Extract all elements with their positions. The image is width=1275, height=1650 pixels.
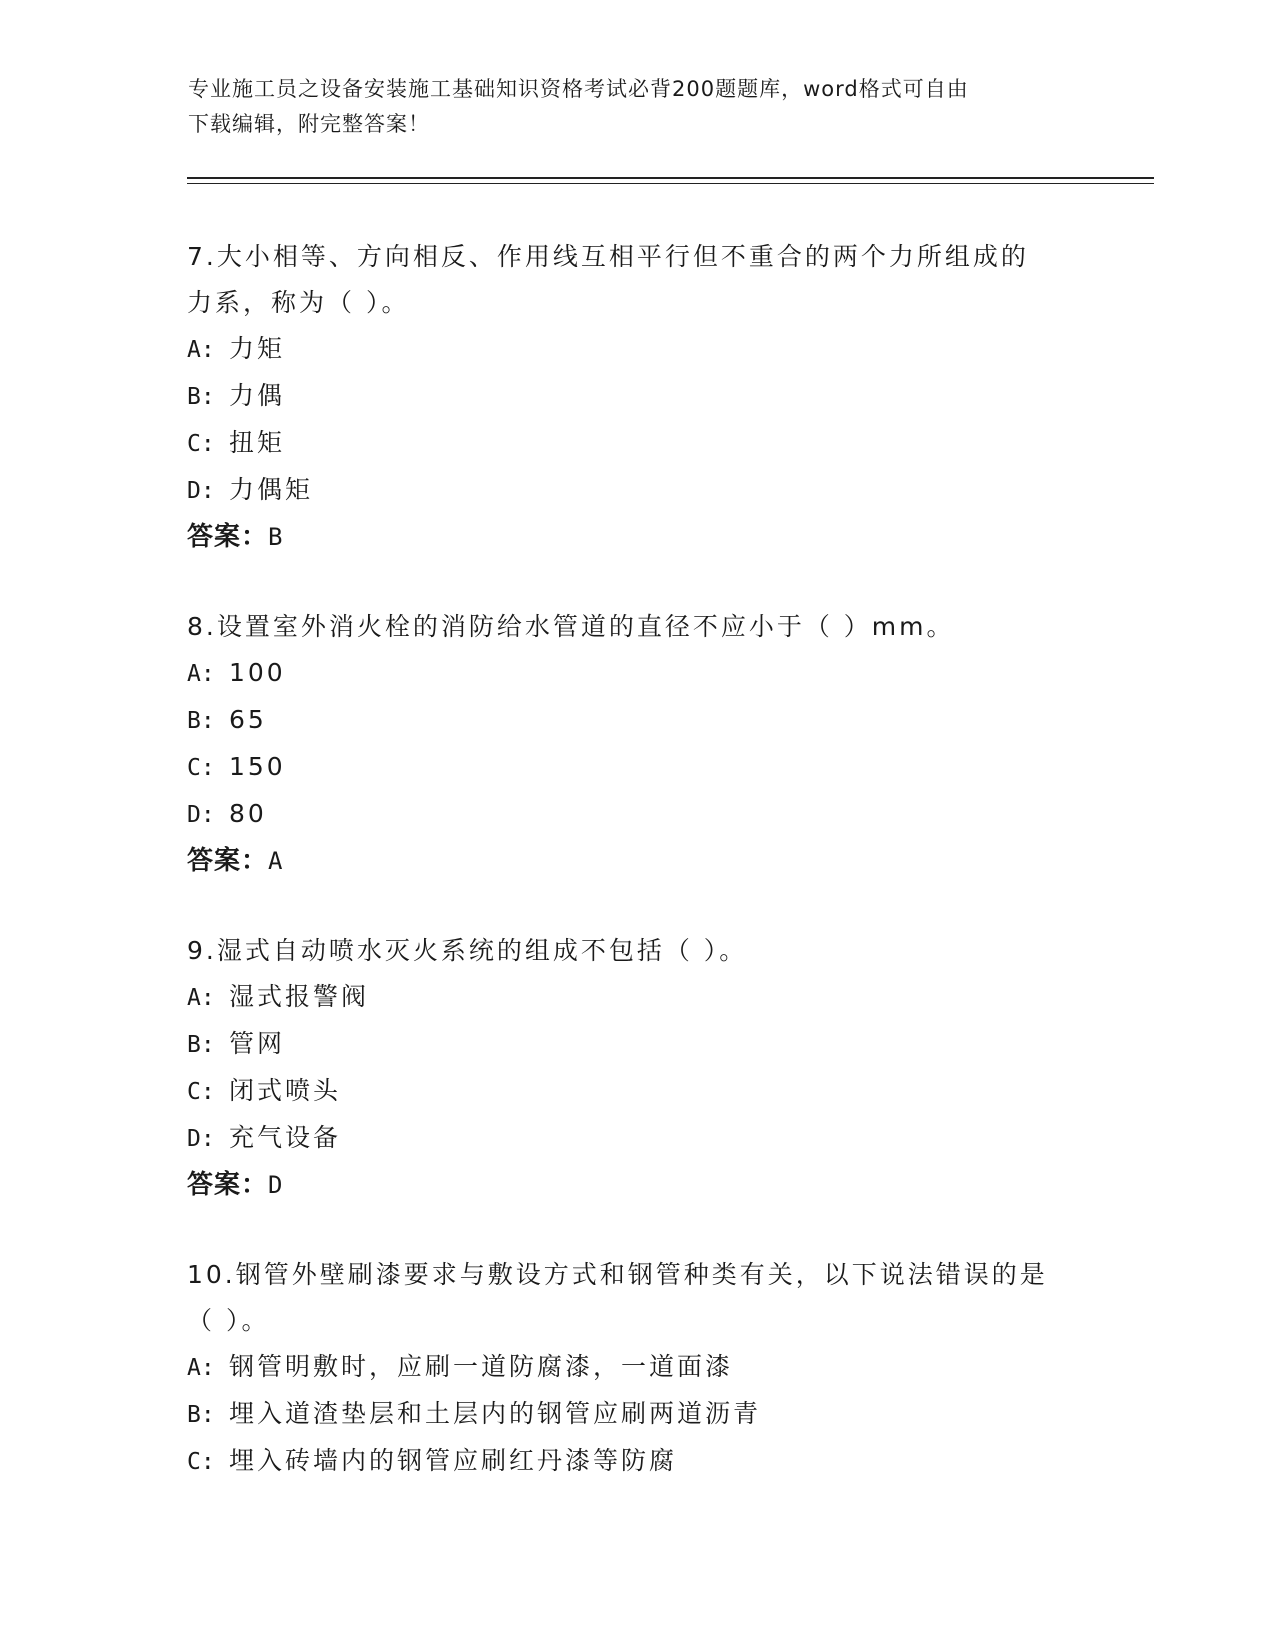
header-line-1: 专业施工员之设备安装施工基础知识资格考试必背200题题库，word格式可自由 [188, 77, 969, 101]
option-c [187, 420, 1087, 467]
option-text: 100 [229, 658, 286, 687]
question-stem: 7.大小相等、方向相反、作用线互相平行但不重合的两个力所组成的 [187, 242, 1029, 271]
answer-value: A [268, 847, 284, 875]
option-text: 65 [229, 705, 267, 734]
option-text: 150 [229, 752, 286, 781]
answer-label: 答案： [187, 522, 269, 552]
option-text: 闭式喷头 [229, 1076, 342, 1105]
option-b [187, 1021, 1087, 1068]
option-letter: A: [187, 1355, 215, 1381]
option-d [187, 467, 1087, 514]
option-letter: A: [187, 337, 215, 363]
question-8 [187, 604, 1087, 884]
option-letter: C: [187, 431, 215, 457]
option-letter: C: [187, 755, 215, 781]
question-stem-continued: 力系，称为（ ）。 [187, 288, 410, 317]
option-a [187, 650, 1087, 697]
option-d [187, 1115, 1087, 1162]
option-a [187, 1344, 1087, 1391]
option-letter: B: [187, 1032, 215, 1058]
option-text: 力偶 [229, 381, 286, 410]
option-letter: D: [187, 1126, 215, 1152]
option-text: 力矩 [229, 334, 286, 363]
option-text: 管网 [229, 1029, 286, 1058]
answer-value: B [268, 523, 284, 551]
question-9 [187, 928, 1087, 1208]
answer-value: D [268, 1171, 284, 1199]
answer-label: 答案： [187, 846, 269, 876]
question-list [187, 234, 1087, 1529]
header-divider-thin [187, 183, 1154, 184]
document-header [188, 72, 1088, 142]
option-b [187, 373, 1087, 420]
header-divider [187, 177, 1154, 179]
option-c [187, 744, 1087, 791]
answer-line [187, 838, 1087, 884]
option-letter: C: [187, 1079, 215, 1105]
option-c [187, 1438, 1087, 1485]
option-letter: A: [187, 661, 215, 687]
question-stem: 9.湿式自动喷水灭火系统的组成不包括（ ）。 [187, 936, 748, 965]
option-letter: B: [187, 384, 215, 410]
option-b [187, 697, 1087, 744]
option-c [187, 1068, 1087, 1115]
option-letter: C: [187, 1449, 215, 1475]
option-letter: B: [187, 1402, 215, 1428]
option-text: 埋入道渣垫层和土层内的钢管应刷两道沥青 [229, 1399, 762, 1428]
header-line-2: 下载编辑，附完整答案！ [188, 112, 430, 136]
option-text: 80 [229, 799, 267, 828]
answer-line [187, 514, 1087, 560]
question-7 [187, 234, 1087, 560]
option-letter: D: [187, 478, 215, 504]
question-stem-continued: （ ）。 [187, 1306, 270, 1335]
question-stem: 8.设置室外消火栓的消防给水管道的直径不应小于（ ）mm。 [187, 612, 955, 641]
option-text: 力偶矩 [229, 475, 314, 504]
question-10 [187, 1252, 1087, 1485]
option-b [187, 1391, 1087, 1438]
option-text: 钢管明敷时，应刷一道防腐漆，一道面漆 [229, 1352, 734, 1381]
option-text: 埋入砖墙内的钢管应刷红丹漆等防腐 [229, 1446, 678, 1475]
option-letter: A: [187, 985, 215, 1011]
question-stem: 10.钢管外壁刷漆要求与敷设方式和钢管种类有关，以下说法错误的是 [187, 1260, 1048, 1289]
option-text: 充气设备 [229, 1123, 342, 1152]
option-text: 湿式报警阀 [229, 982, 370, 1011]
option-a [187, 974, 1087, 1021]
answer-label: 答案： [187, 1170, 269, 1200]
answer-line [187, 1162, 1087, 1208]
option-text: 扭矩 [229, 428, 286, 457]
option-a [187, 326, 1087, 373]
option-letter: B: [187, 708, 215, 734]
option-letter: D: [187, 802, 215, 828]
option-d [187, 791, 1087, 838]
